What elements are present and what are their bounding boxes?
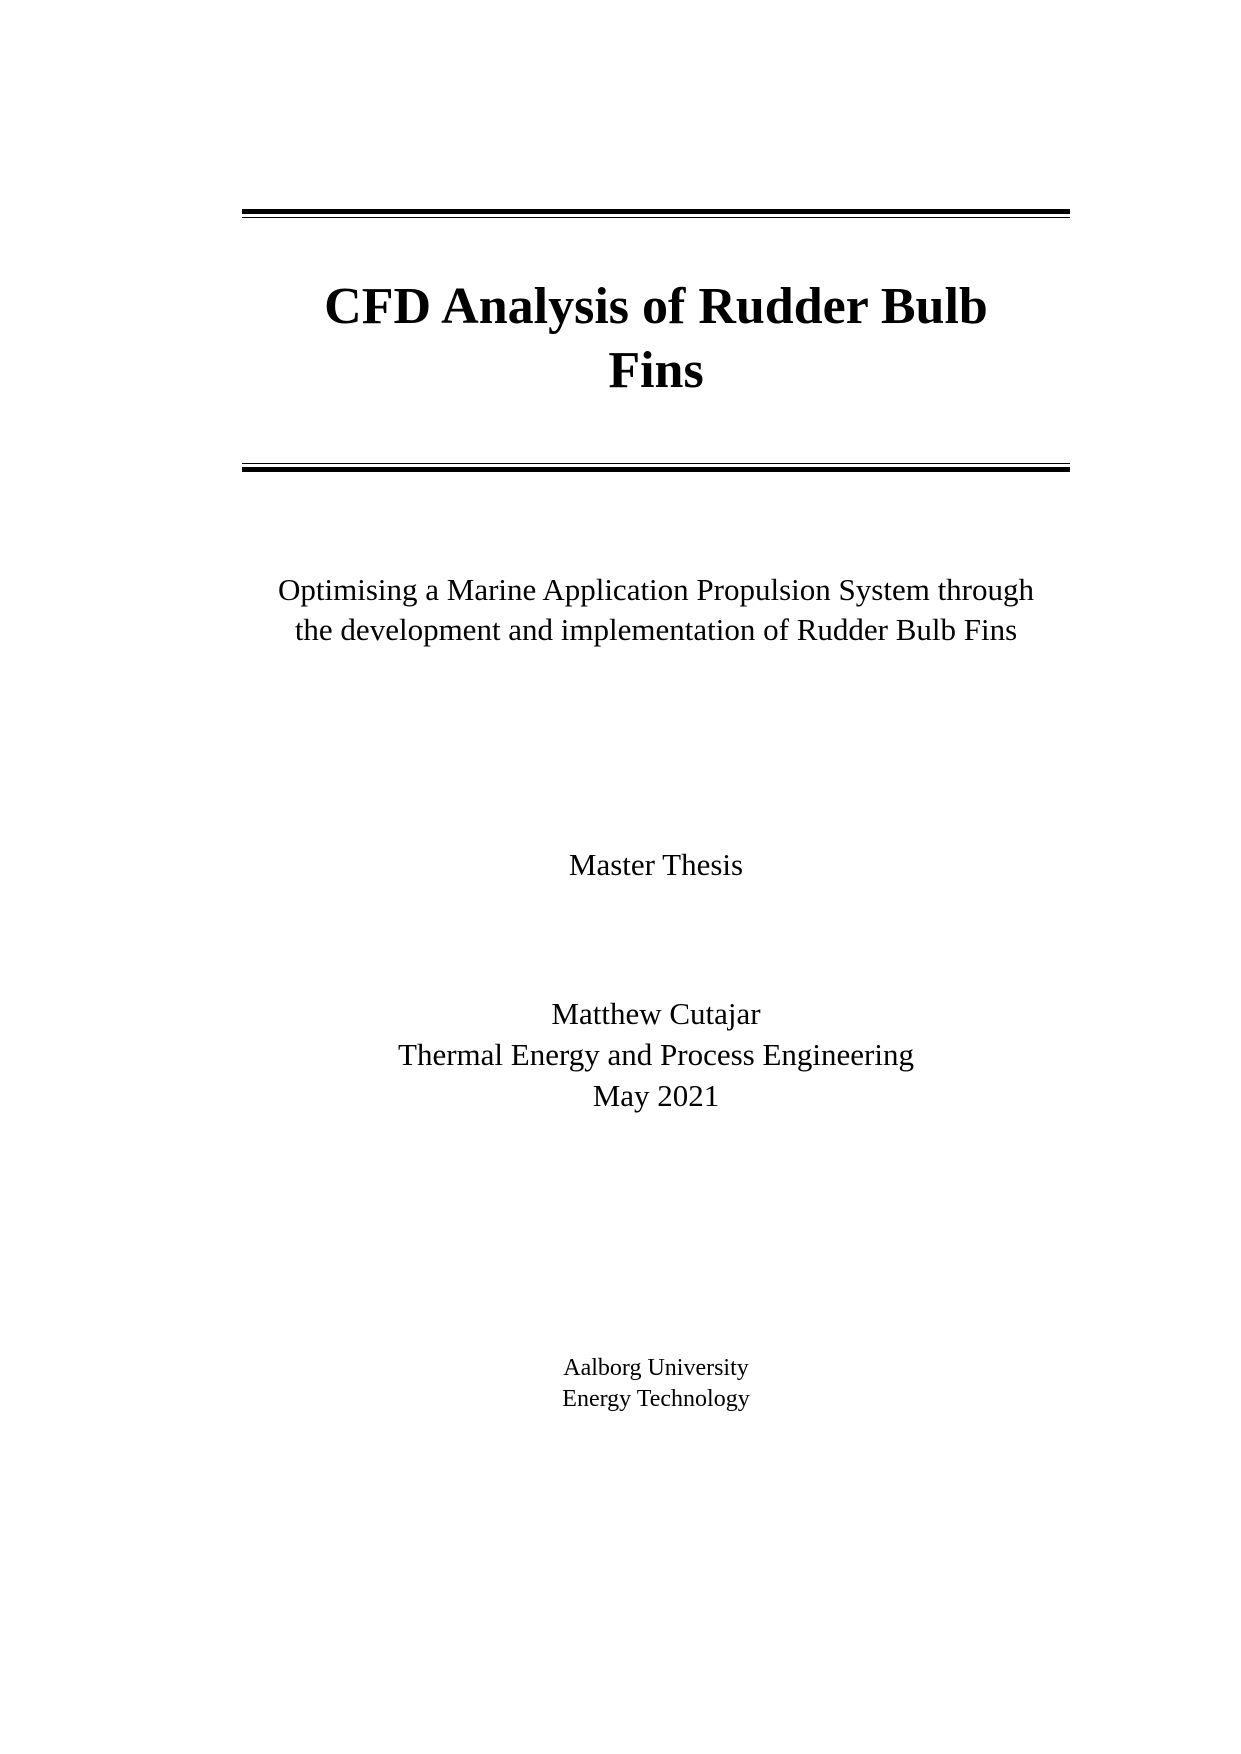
top-rule — [242, 209, 1070, 218]
thesis-type: Master Thesis — [568, 847, 744, 882]
subtitle-line-2: the development and implementation of Rudder Bulb Fins — [294, 612, 1018, 647]
submission-date: May 2021 — [592, 1078, 720, 1113]
thesis-subtitle — [242, 570, 1070, 650]
top-rule-thick — [242, 209, 1070, 214]
bottom-rule — [242, 463, 1070, 472]
university-name: Aalborg University — [563, 1355, 749, 1381]
affiliation-block — [242, 1353, 1070, 1415]
title-line-2: Fins — [608, 342, 704, 399]
bottom-rule-thin — [242, 463, 1070, 464]
top-rule-thin — [242, 217, 1070, 218]
subtitle-line-1: Optimising a Marine Application Propulsion System through — [277, 572, 1035, 607]
bottom-rule-thick — [242, 467, 1070, 472]
author-block — [242, 993, 1070, 1116]
title-line-1: CFD Analysis of Rudder Bulb — [324, 278, 988, 335]
author-name: Matthew Cutajar — [551, 996, 761, 1031]
department-name: Energy Technology — [562, 1386, 750, 1412]
study-program: Thermal Energy and Process Engineering — [398, 1037, 914, 1072]
thesis-title — [242, 275, 1070, 403]
